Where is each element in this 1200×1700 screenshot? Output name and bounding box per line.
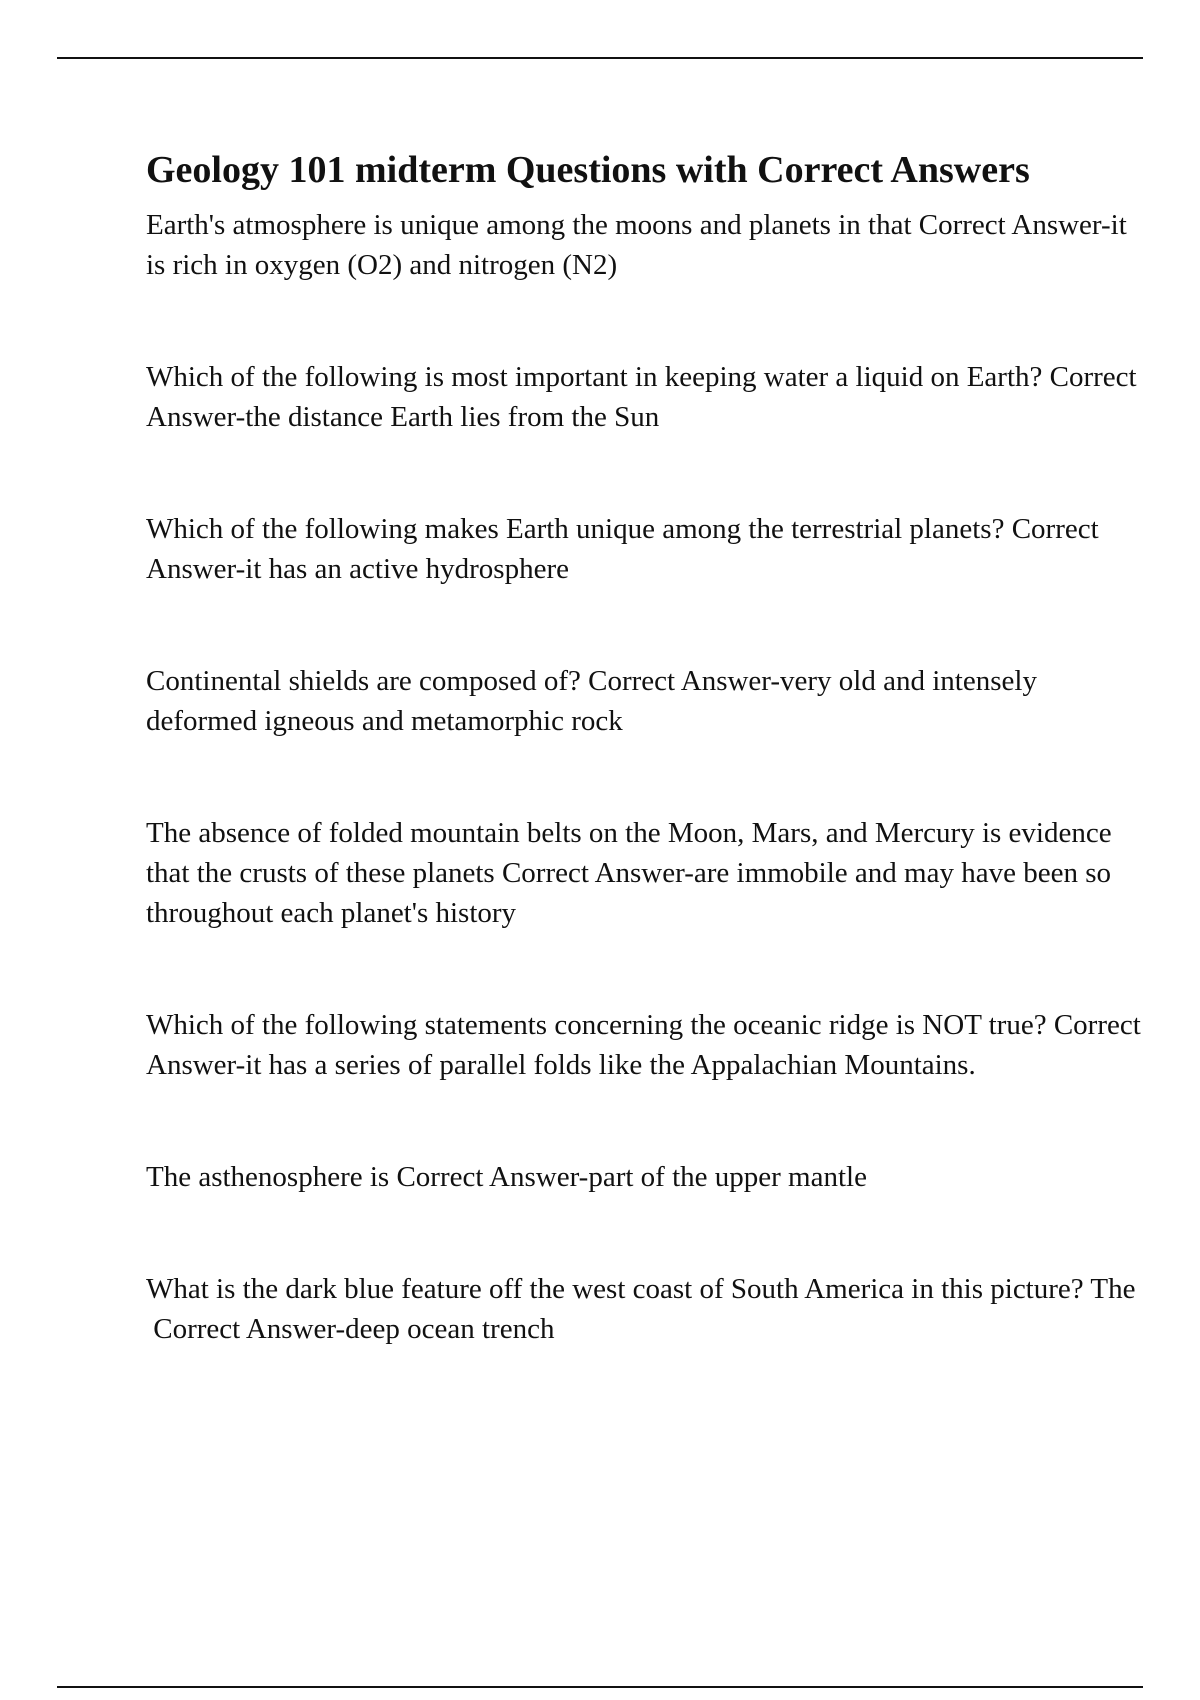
answer-text: are immobile and may have been so throughout each planet's history <box>146 857 1111 929</box>
answer-text: deep ocean trench <box>345 1313 555 1345</box>
answer-label: Correct Answer- <box>501 857 694 889</box>
answer-label: Correct Answer- <box>146 1009 1141 1081</box>
question-text: The absence of folded mountain belts on the Moon, Mars, and Mercury is evidence that the crusts of these planets <box>146 817 1112 889</box>
qa-item-7 <box>146 1157 1146 1197</box>
answer-label: Correct Answer- <box>918 209 1111 241</box>
bottom-divider <box>57 1686 1143 1688</box>
answer-text: the distance Earth lies from the Sun <box>245 401 660 433</box>
answer-text: very old and intensely deformed igneous and metamorphic rock <box>146 665 1037 737</box>
qa-list <box>146 205 1146 1349</box>
qa-item-8 <box>146 1269 1146 1349</box>
answer-label: Correct Answer- <box>588 665 781 697</box>
question-text: Continental shields are composed of? <box>146 665 581 697</box>
question-text: What is the dark blue feature off the west coast of South America in this picture? The <box>146 1273 1136 1305</box>
qa-item-3 <box>146 509 1146 589</box>
answer-label: Correct Answer- <box>396 1161 589 1193</box>
question-text: Which of the following statements concerning the oceanic ridge is NOT true? <box>146 1009 1047 1041</box>
answer-label: Correct Answer- <box>146 513 1099 585</box>
answer-text: part of the upper mantle <box>588 1161 867 1193</box>
question-text: Which of the following makes Earth unique among the terrestrial planets? <box>146 513 1005 545</box>
qa-item-4 <box>146 661 1146 741</box>
qa-item-2 <box>146 357 1146 437</box>
answer-text: it has a series of parallel folds like the Appalachian Mountains. <box>245 1049 976 1081</box>
question-text: Which of the following is most important in keeping water a liquid on Earth? <box>146 361 1043 393</box>
answer-text: it is rich in oxygen (O2) and nitrogen (N2) <box>146 209 1127 281</box>
answer-label: Correct Answer- <box>146 361 1137 433</box>
answer-text: it has an active hydrosphere <box>245 553 569 585</box>
qa-item-1 <box>146 205 1146 285</box>
document-body <box>146 144 1146 1349</box>
qa-item-6 <box>146 1005 1146 1085</box>
question-text: Earth's atmosphere is unique among the moons and planets in that <box>146 209 912 241</box>
page-title: Geology 101 midterm Questions with Correct Answers <box>146 149 1030 191</box>
qa-item-5 <box>146 813 1146 933</box>
question-text: The asthenosphere is <box>146 1161 390 1193</box>
top-divider <box>57 57 1143 59</box>
answer-label: Correct Answer- <box>153 1313 346 1345</box>
